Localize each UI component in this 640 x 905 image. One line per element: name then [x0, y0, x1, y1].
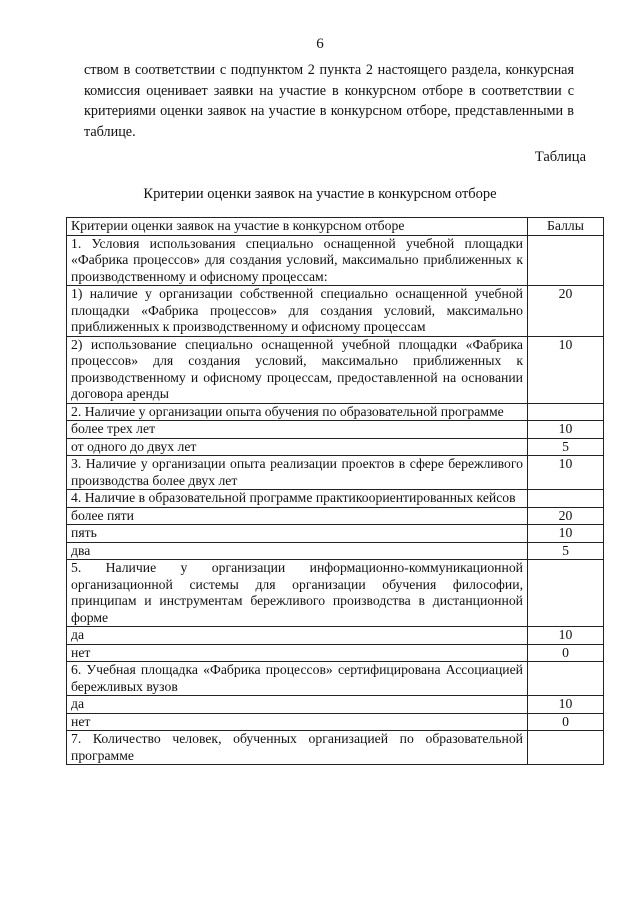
table-header-row [67, 218, 604, 236]
table-row [67, 662, 604, 696]
criteria-cell: 2) использование специально оснащенной учебной площадки «Фабрика процессов» для создания условий, максимально приближенных к производственному и офисному процессам, предоставленной на основании договора аренды [67, 336, 528, 403]
points-cell: 5 [528, 438, 604, 456]
table-row [67, 644, 604, 662]
table-row [67, 713, 604, 731]
points-cell: 20 [528, 507, 604, 525]
points-cell: 10 [528, 696, 604, 714]
points-cell: 10 [528, 525, 604, 543]
criteria-cell: 4. Наличие в образовательной программе практикоориентированных кейсов [67, 490, 528, 508]
criteria-cell: нет [67, 713, 528, 731]
table-row [67, 696, 604, 714]
criteria-cell: два [67, 542, 528, 560]
criteria-table [66, 217, 604, 765]
points-cell [528, 731, 604, 765]
table-row [67, 421, 604, 439]
points-cell [528, 235, 604, 286]
table-title: Критерии оценки заявок на участие в конкурсном отборе [143, 186, 497, 202]
points-cell [528, 560, 604, 627]
points-cell: 20 [528, 286, 604, 337]
criteria-cell: более трех лет [67, 421, 528, 439]
points-cell [528, 403, 604, 421]
criteria-cell: да [67, 627, 528, 645]
table-row [67, 490, 604, 508]
table-row [67, 525, 604, 543]
points-cell [528, 490, 604, 508]
criteria-cell: 7. Количество человек, обученных организацией по образовательной программе [67, 731, 528, 765]
table-row [67, 456, 604, 490]
points-cell: 10 [528, 336, 604, 403]
criteria-cell: 3. Наличие у организации опыта реализации проектов в сфере бережливого производства более двух лет [67, 456, 528, 490]
points-cell: 10 [528, 421, 604, 439]
table-row [67, 542, 604, 560]
table-row [67, 507, 604, 525]
points-cell: 5 [528, 542, 604, 560]
table-row [67, 627, 604, 645]
page-number: 6 [316, 36, 324, 52]
table-row [67, 235, 604, 286]
points-cell: 0 [528, 644, 604, 662]
criteria-cell: 2. Наличие у организации опыта обучения по образовательной программе [67, 403, 528, 421]
points-cell: 10 [528, 627, 604, 645]
header-points: Баллы [528, 218, 604, 236]
criteria-cell: более пяти [67, 507, 528, 525]
table-row [67, 403, 604, 421]
criteria-cell: 5. Наличие у организации информационно-коммуникационной организационной системы для организации обучения философии, принципам и инструментам бережливого производства в дистанционной форме [67, 560, 528, 627]
table-label: Таблица [534, 149, 586, 165]
criteria-cell: нет [67, 644, 528, 662]
header-criteria: Критерии оценки заявок на участие в конкурсном отборе [67, 218, 528, 236]
criteria-cell: пять [67, 525, 528, 543]
criteria-cell: 1) наличие у организации собственной специально оснащенной учебной площадки «Фабрика процессов» для создания условий, максимально приближенных к производственному и офисному процессам [67, 286, 528, 337]
table-row [67, 560, 604, 627]
table-row [67, 336, 604, 403]
criteria-cell: 1. Условия использования специально оснащенной учебной площадки «Фабрика процессов» для создания условий, максимально приближенных к производственному и офисному процессам: [67, 235, 528, 286]
intro-paragraph: ством в соответствии с подпунктом 2 пункта 2 настоящего раздела, конкурсная комиссия оценивает заявки на участие в конкурсном отборе в соответствии с критериями оценки заявок на участие в конкурсном отборе, представленными в таблице. [84, 62, 574, 140]
points-cell: 10 [528, 456, 604, 490]
table-row [67, 438, 604, 456]
table-row [67, 286, 604, 337]
points-cell: 0 [528, 713, 604, 731]
criteria-cell: 6. Учебная площадка «Фабрика процессов» сертифицирована Ассоциацией бережливых вузов [67, 662, 528, 696]
criteria-cell: от одного до двух лет [67, 438, 528, 456]
points-cell [528, 662, 604, 696]
criteria-cell: да [67, 696, 528, 714]
table-row [67, 731, 604, 765]
